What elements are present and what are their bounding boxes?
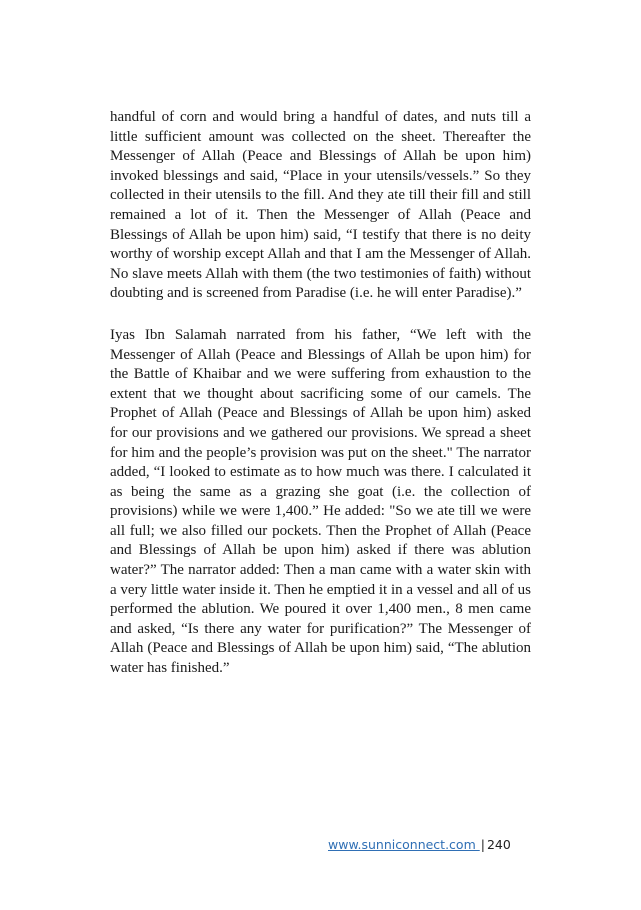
page-footer <box>328 837 511 852</box>
body-text <box>110 108 531 701</box>
website-link[interactable]: www.sunniconnect.com <box>328 837 480 852</box>
paragraph-2: Iyas Ibn Salamah narrated from his father, “We left with the Messenger of Allah (Peace and Blessings of Allah be upon him) for the Battle of Khaibar and we were suffering from exhaustion to the extent that we thought about sacrificing some of our camels. The Prophet of Allah (Peace and Blessings of Allah be upon him) asked for our provisions and we gathered our provisions. We spread a sheet for him and the people’s provision was put on the sheet." The narrator added, “I looked to estimate as to how much was there. I calculated it as being the same as a grazing she goat (i.e. the collection of provisions) while we were 1,400.” He added: "So we ate till we were all full; we also filled our pockets. Then the Prophet of Allah (Peace and Blessings of Allah be upon him) asked if there was ablution water?” The narrator added: Then a man came with a water skin with a very little water inside it. Then he emptied it in a vessel and all of us performed the ablution. We poured it over 1,400 men., 8 men came and asked, “Is there any water for purification?” The Messenger of Allah (Peace and Blessings of Allah be upon him) said, “The ablution water has finished.” <box>110 326 531 677</box>
paragraph-1: handful of corn and would bring a handful of dates, and nuts till a little sufficient amount was collected on the sheet. Thereafter the Messenger of Allah (Peace and Blessings of Allah be upon him) invoked blessings and said, “Place in your utensils/vessels.” So they collected in their utensils to the fill. And they ate till their fill and still remained a lot of it. Then the Messenger of Allah (Peace and Blessings of Allah be upon him) said, “I testify that there is no deity worthy of worship except Allah and that I am the Messenger of Allah. No slave meets Allah with them (the two testimonies of faith) without doubting and is screened from Paradise (i.e. he will enter Paradise).” <box>110 109 531 302</box>
page-number: 240 <box>486 837 511 852</box>
footer-separator: | <box>480 837 485 852</box>
